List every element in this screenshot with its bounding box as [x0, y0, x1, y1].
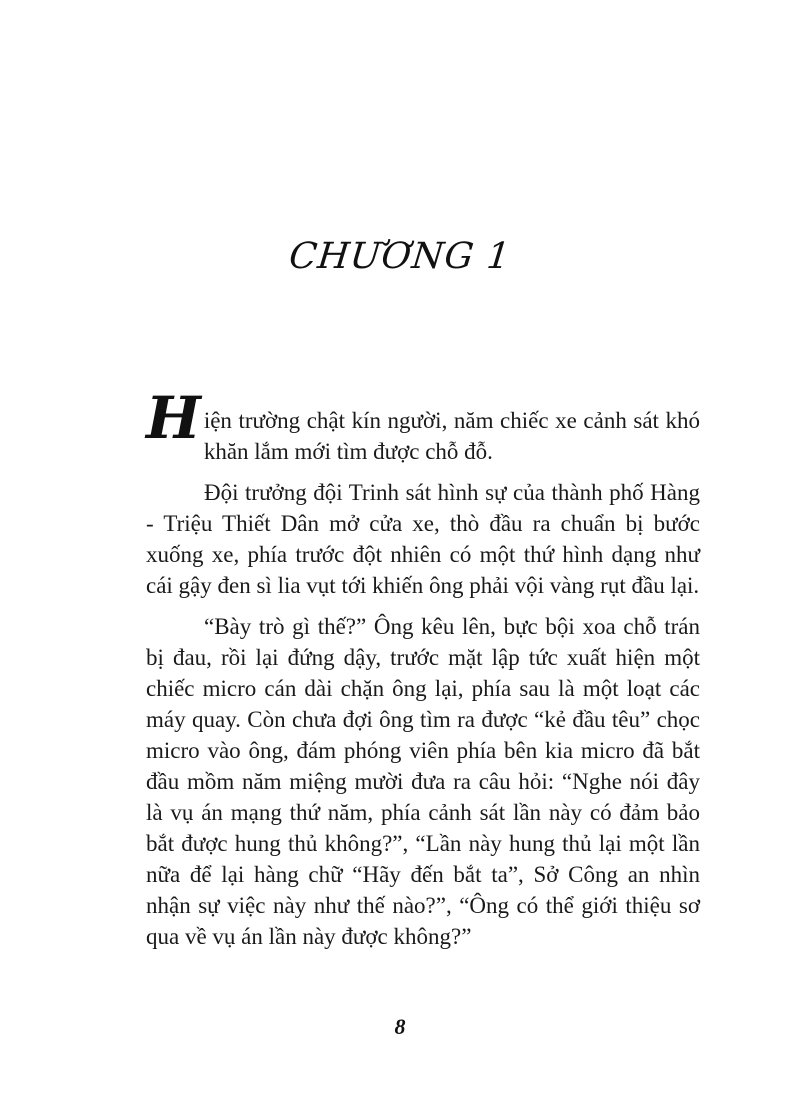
paragraph-1 [146, 384, 700, 467]
body-text [146, 384, 700, 962]
chapter-title: CHƯƠNG 1 [287, 236, 513, 277]
paragraph-3: “Bày trò gì thế?” Ông kêu lên, bực bội xoa chỗ trán bị đau, rồi lại đứng dậy, trước mặt lập tức xuất hiện một chiếc micro cán dài chặn ông lại, phía sau là một loạt các máy quay. Còn chưa đợi ông tìm ra được “kẻ đầu têu” chọc micro vào ông, đám phóng viên phía bên kia micro đã bắt đầu mồm năm miệng mười đưa ra câu hỏi: “Nghe nói đây là vụ án mạng thứ năm, phía cảnh sát lần này có đảm bảo bắt được hung thủ không?”, “Lần này hung thủ lại một lần nữa để lại hàng chữ “Hãy đến bắt ta”, Sở Công an nhìn nhận sự việc này như thế nào?”, “Ông có thể giới thiệu sơ qua về vụ án lần này được không?” [146, 614, 700, 949]
drop-cap: H [146, 384, 201, 452]
paragraph-2: Đội trưởng đội Trinh sát hình sự của thành phố Hàng - Triệu Thiết Dân mở cửa xe, thò đầu ra chuẩn bị bước xuống xe, phía trước đột nhiên có một thứ hình dạng như cái gậy đen sì lia vụt tới khiến ông phải vội vàng rụt đầu lại. [146, 480, 700, 598]
page-number: 8 [394, 1014, 406, 1039]
paragraph-1-text: iện trường chật kín người, năm chiếc xe cảnh sát khó khăn lắm mới tìm được chỗ đỗ. [203, 408, 700, 464]
